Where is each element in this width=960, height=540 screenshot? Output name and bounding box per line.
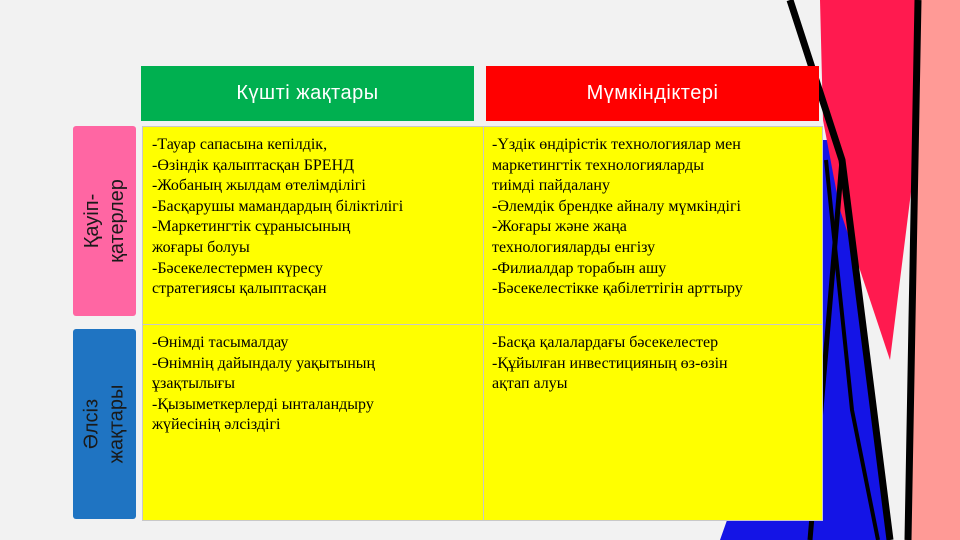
weaknesses-label-text: Әлсіз жақтары xyxy=(80,384,128,464)
cell-line: маркетингтік технологияларды xyxy=(492,156,704,174)
swot-grid xyxy=(142,126,823,521)
cell-line: -Филиалдар торабын ашу xyxy=(492,259,667,277)
cell-line: ұзақтылығы xyxy=(152,375,235,393)
cell-line: -Өзіндік қалыптасқан БРЕНД xyxy=(152,156,355,174)
cell-bottom-right xyxy=(492,333,728,395)
threats-label-text: Қауіп- қатерлер xyxy=(80,179,128,263)
cell-line: -Құйылған инвестицияның өз-өзін xyxy=(492,354,728,372)
cell-line: -Бәсекелестермен күресу xyxy=(152,259,323,277)
cell-line: -Жобаның жылдам өтелімділігі xyxy=(152,177,366,195)
cell-line: -Басқарушы мамандардың біліктілігі xyxy=(152,197,404,215)
cell-line: -Тауар сапасына кепілдік, xyxy=(152,136,328,153)
cell-bottom-left xyxy=(152,333,375,436)
opportunities-header xyxy=(486,66,819,121)
cell-line: -Әлемдік брендке айналу мүмкіндігі xyxy=(492,197,741,215)
cell-top-left xyxy=(152,135,403,300)
threats-side-label xyxy=(73,126,136,316)
cell-line: -Қызыметкерлерді ынталандыру xyxy=(152,395,374,413)
grid-divider-horizontal xyxy=(143,324,822,325)
strengths-header-label: Күшті жақтары xyxy=(236,82,379,104)
cell-line: -Өнімнің дайындалу уақытының xyxy=(152,354,376,372)
cell-line: жоғары болуы xyxy=(152,238,250,256)
cell-line: жүйесінің әлсіздігі xyxy=(152,416,281,434)
cell-top-right xyxy=(492,135,743,300)
cell-line: -Жоғары және жаңа xyxy=(492,218,627,236)
cell-line: ақтап алуы xyxy=(492,375,568,393)
cell-line: -Бәсекелестікке қабілеттігін арттыру xyxy=(492,280,743,298)
cell-line: -Үздік өндірістік технологиялар мен xyxy=(492,136,741,153)
cell-line: стратегиясы қалыптасқан xyxy=(152,280,327,298)
cell-line: -Өнімді тасымалдау xyxy=(152,334,289,351)
strengths-header xyxy=(141,66,474,121)
weaknesses-side-label xyxy=(73,329,136,519)
cell-line: технологияларды енгізу xyxy=(492,238,656,256)
opportunities-header-label: Мүмкіндіктері xyxy=(586,82,719,104)
cell-line: -Маркетингтік сұранысының xyxy=(152,218,351,236)
cell-line: тиімді пайдалану xyxy=(492,177,610,195)
cell-line: -Басқа қалалардағы бәсекелестер xyxy=(492,334,719,351)
